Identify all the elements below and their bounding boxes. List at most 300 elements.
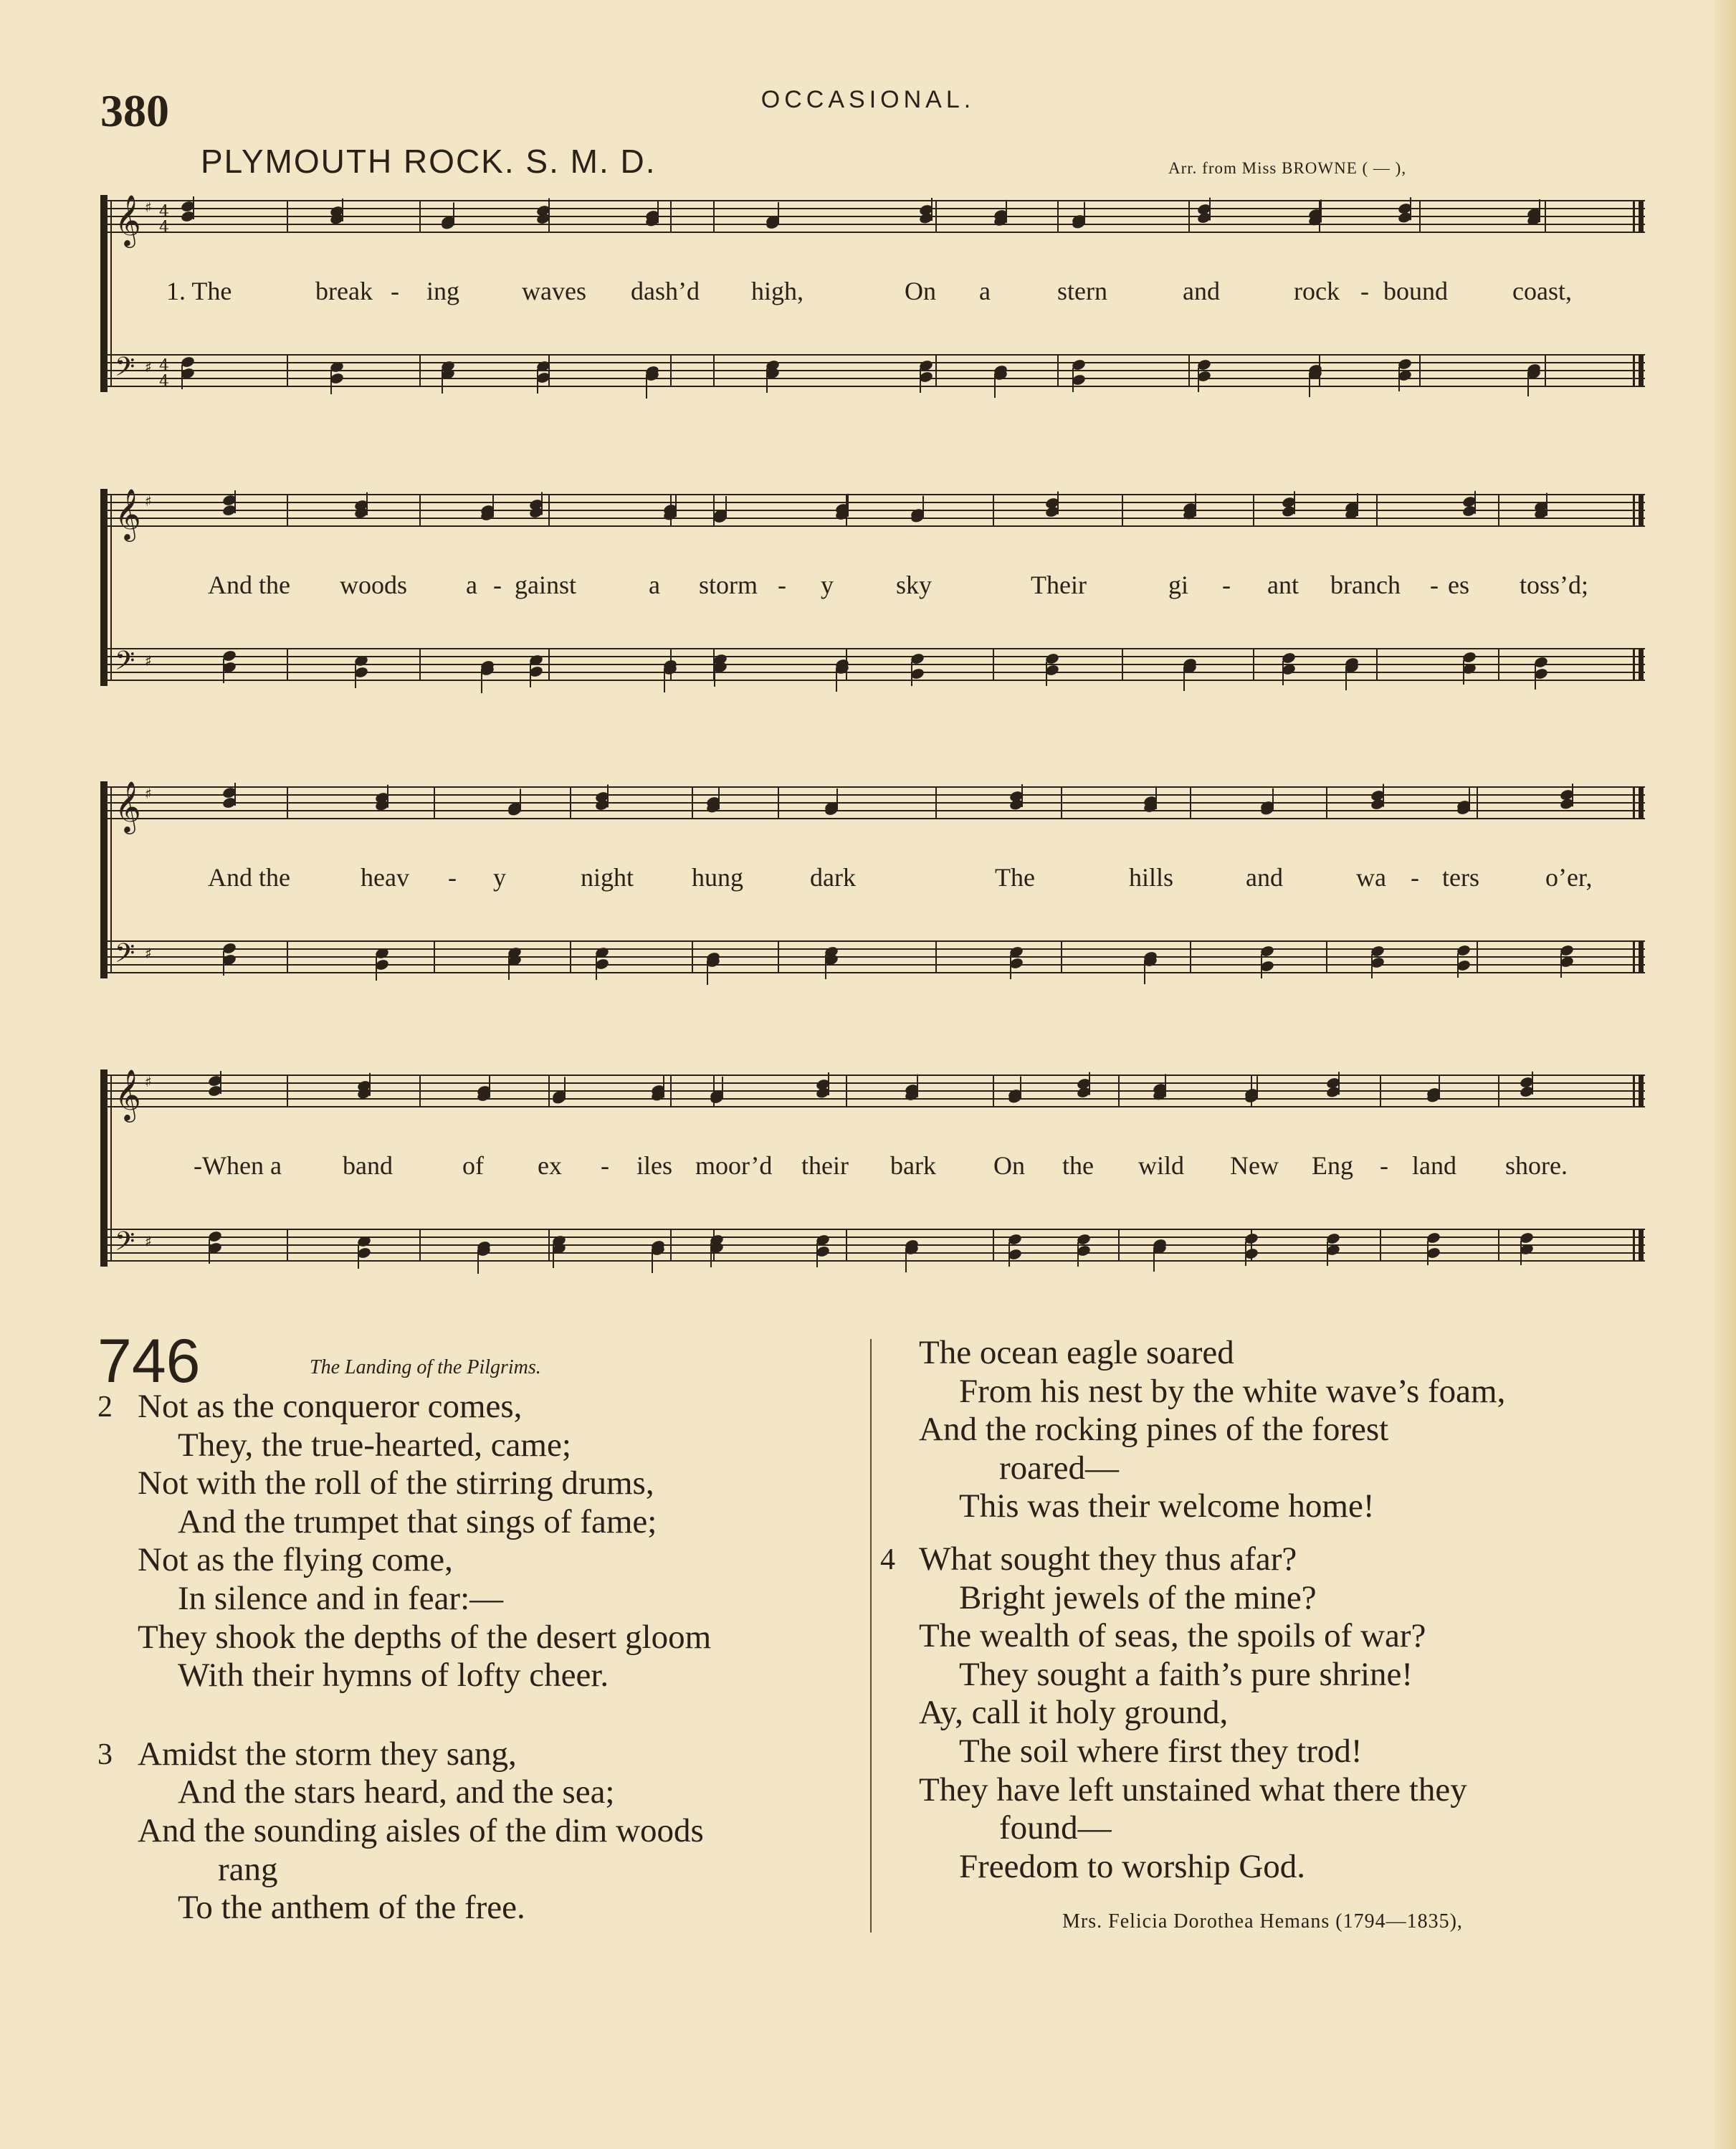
note-stem [387, 785, 388, 808]
lyric-syllable: waves [522, 277, 586, 305]
note-stem [847, 494, 849, 517]
bar-line [1498, 1229, 1499, 1261]
bar-line [1253, 649, 1254, 680]
lyric-syllable: - [391, 277, 399, 305]
bar-line [1376, 495, 1378, 526]
bar-line [419, 355, 421, 386]
bar-line [570, 941, 571, 973]
note-stem [1153, 1247, 1155, 1272]
note-stem [1010, 955, 1011, 979]
lyric-syllable: - [601, 1151, 609, 1180]
music-system [100, 766, 1645, 1002]
bar-line [1498, 495, 1499, 526]
lyric-syllable: and [1183, 277, 1220, 305]
bar-line [287, 1075, 288, 1107]
lyric-syllable: o’er, [1545, 863, 1593, 892]
lyric-syllable: Their [1031, 571, 1087, 599]
note-stem [1546, 493, 1547, 516]
note-stem [1474, 491, 1476, 514]
verse-line: And the sounding aisles of the dim woods [138, 1812, 704, 1849]
bar-line [434, 941, 435, 973]
verse-line: Freedom to worship God. [959, 1847, 1306, 1885]
note-stem [537, 369, 538, 394]
bar-line [419, 649, 421, 680]
treble-clef-icon: 𝄞 [115, 487, 141, 540]
verse-line: Not as the conqueror comes, [138, 1388, 523, 1425]
sharp-icon: ♯ [145, 785, 152, 802]
sharp-icon: ♯ [145, 652, 152, 670]
verse-line: Ay, call it holy ground, [919, 1694, 1229, 1732]
bar-line [692, 787, 693, 819]
note-stem [931, 198, 933, 221]
note-stem [1463, 660, 1464, 685]
sharp-icon: ♯ [145, 492, 152, 510]
lyric-syllable: On [905, 277, 936, 305]
bar-line [1477, 787, 1478, 819]
bar-line [778, 941, 779, 973]
lyric-syllable: a [466, 571, 477, 599]
note-stem [442, 369, 443, 394]
note-stem [366, 492, 368, 515]
bar-line [1253, 495, 1254, 526]
bar-line [287, 355, 288, 386]
music-system [100, 473, 1645, 710]
note-stem [209, 1239, 210, 1264]
bar-line [1545, 201, 1546, 232]
final-bar-line [1639, 1075, 1644, 1107]
bar-line [1057, 201, 1059, 232]
lyric-syllable: a [649, 571, 660, 599]
verse-line: What sought they thus afar? [919, 1540, 1297, 1578]
bar-line [287, 1229, 288, 1261]
bar-line [935, 201, 937, 232]
note-stem [828, 1072, 829, 1095]
bar-line [1545, 355, 1546, 386]
note-stem [1309, 373, 1310, 397]
bar-line [1498, 649, 1499, 680]
bar-line [1376, 649, 1378, 680]
hymn-title: The Landing of the Pilgrims. [310, 1356, 541, 1378]
bar-line [1122, 495, 1123, 526]
note-stem [836, 667, 837, 692]
system-brace [100, 195, 108, 392]
note-stem [905, 1248, 907, 1272]
lyric-syllable: rock [1294, 277, 1340, 305]
lyric-syllable: - [1222, 571, 1231, 599]
note-stem [358, 1244, 359, 1269]
lyric-syllable: gi [1168, 571, 1189, 599]
final-bar-line [1639, 649, 1644, 680]
verse-line: From his nest by the white wave’s foam, [959, 1372, 1506, 1410]
lyric-syllable: storm [699, 571, 758, 599]
bar-line [1419, 201, 1421, 232]
treble-clef-icon: 𝄞 [115, 1068, 141, 1120]
bar-line [1061, 941, 1062, 973]
note-stem [1272, 788, 1274, 811]
lyric-syllable: bound [1383, 277, 1448, 305]
final-bar-line [1639, 201, 1644, 232]
bar-line [993, 649, 994, 680]
system-brace [100, 781, 108, 978]
verse-line: The soil where first they trod! [959, 1733, 1363, 1770]
note-stem [1457, 953, 1459, 978]
system-start-line [110, 1075, 112, 1261]
time-signature: 4 [159, 219, 169, 237]
bar-line [1188, 355, 1190, 386]
note-stem [1261, 954, 1262, 978]
note-stem [922, 496, 924, 519]
note-stem [1144, 960, 1145, 984]
note-stem [1371, 954, 1373, 978]
bar-line [935, 787, 937, 819]
note-stem [1072, 368, 1074, 392]
bar-line [1118, 1075, 1120, 1107]
note-stem [1539, 199, 1540, 222]
note-stem [1077, 1242, 1079, 1267]
verse-line: This was their welcome home! [959, 1487, 1375, 1525]
verse-line: They shook the depths of the desert gloom [138, 1618, 712, 1656]
note-stem [530, 663, 531, 687]
lyric-syllable: - [1411, 863, 1419, 892]
note-stem [1165, 1074, 1166, 1097]
lyric-syllable: bark [890, 1151, 936, 1180]
lyric-syllable: es [1448, 571, 1469, 599]
verse-line: The wealth of seas, the spoils of war? [919, 1617, 1426, 1655]
note-stem [1532, 1072, 1533, 1095]
lyric-syllable: hills [1129, 863, 1174, 892]
bar-line [419, 1229, 421, 1261]
note-stem [1398, 367, 1400, 391]
note-stem [1469, 788, 1470, 811]
note-stem [1427, 1241, 1429, 1265]
lyric-syllable: 1. The [166, 277, 232, 305]
bar-line [1190, 941, 1191, 973]
note-stem [675, 494, 677, 517]
lyric-syllable: band [343, 1151, 393, 1180]
bar-line [713, 355, 715, 386]
verse-line: And the stars heard, and the sea; [178, 1773, 615, 1811]
bar-line [1057, 355, 1059, 386]
lyric-syllable: night [581, 863, 634, 892]
note-stem [718, 786, 720, 809]
time-signature: 4 [159, 357, 169, 375]
verse-line: Not with the roll of the stirring drums, [138, 1464, 654, 1502]
bar-line [1118, 1229, 1120, 1261]
verse-number: 3 [97, 1738, 113, 1771]
lyric-syllable: toss’d; [1520, 571, 1589, 599]
lyric-syllable: - [1430, 571, 1439, 599]
lyric-syllable: moor’d [695, 1151, 773, 1180]
bar-line [692, 941, 693, 973]
bar-line [570, 787, 571, 819]
note-stem [181, 365, 183, 389]
note-stem [1021, 784, 1023, 807]
sharp-icon: ♯ [145, 1073, 152, 1090]
treble-clef-icon: 𝄞 [115, 194, 141, 246]
note-stem [664, 668, 665, 692]
note-stem [1535, 665, 1536, 690]
lyric-syllable: heav [361, 863, 409, 892]
system-brace [100, 489, 108, 686]
time-signature: 4 [159, 373, 169, 391]
bar-line [419, 1075, 421, 1107]
note-stem [1282, 661, 1284, 685]
verse-line: They sought a faith’s pure shrine! [959, 1655, 1413, 1693]
note-stem [710, 1243, 712, 1267]
verse-number: 4 [880, 1543, 895, 1576]
verse-line: They have left unstained what there they [919, 1771, 1467, 1809]
note-stem [596, 956, 597, 980]
bar-line [846, 1229, 847, 1261]
final-bar-line [1639, 787, 1644, 819]
note-stem [911, 662, 912, 686]
bar-line [548, 355, 550, 386]
bar-line [548, 649, 550, 680]
note-stem [376, 956, 377, 981]
note-stem [1320, 199, 1322, 222]
final-bar-line [1639, 941, 1644, 973]
note-stem [1560, 953, 1562, 978]
note-stem [477, 1249, 479, 1274]
bar-line [1498, 1075, 1499, 1107]
bar-line [670, 355, 672, 386]
note-stem [1209, 198, 1211, 221]
note-stem [1345, 666, 1347, 690]
lyric-syllable: ant [1267, 571, 1299, 599]
bar-line [935, 941, 937, 973]
note-stem [342, 199, 343, 221]
note-stem [836, 788, 838, 811]
bar-line [419, 201, 421, 232]
bar-line [287, 495, 288, 526]
note-stem [1383, 784, 1384, 807]
lyric-syllable: sky [896, 571, 933, 599]
bar-line [1380, 1075, 1381, 1107]
final-bar-line [1639, 355, 1644, 386]
bar-line [1061, 787, 1062, 819]
sharp-icon: ♯ [145, 1233, 152, 1250]
note-stem [330, 370, 332, 394]
bar-line [993, 495, 994, 526]
note-stem [1155, 786, 1157, 809]
lyric-syllable: dark [810, 863, 856, 892]
lyric-syllable: ing [426, 277, 460, 305]
note-stem [1520, 1241, 1522, 1265]
bar-line [935, 355, 937, 386]
bar-line [713, 495, 715, 526]
lyric-syllable: and [1246, 863, 1283, 892]
bass-clef-icon: 𝄢 [115, 938, 135, 975]
lyric-syllable: -When a [194, 1151, 282, 1180]
bar-line [670, 1075, 672, 1107]
system-brace [100, 1069, 108, 1267]
note-stem [1245, 1242, 1246, 1266]
final-bar-line [1633, 649, 1635, 680]
note-stem [994, 373, 996, 398]
note-stem [1527, 372, 1529, 396]
lyric-syllable: hung [692, 863, 743, 892]
lyric-syllable: high, [751, 277, 804, 305]
note-stem [548, 198, 550, 221]
note-stem [1057, 492, 1059, 515]
bar-line [778, 787, 779, 819]
music-system [100, 179, 1645, 416]
note-stem [920, 368, 921, 393]
note-stem [492, 495, 494, 518]
verse-line: And the trumpet that sings of fame; [178, 1502, 657, 1540]
note-stem [1089, 1072, 1090, 1095]
lyric-syllable: y [493, 863, 506, 892]
music-system [100, 1054, 1645, 1290]
note-stem [1195, 493, 1196, 516]
bass-clef-icon: 𝄢 [115, 352, 135, 389]
lyric-syllable: y [821, 571, 834, 599]
final-bar-line [1639, 495, 1644, 526]
bar-line [1326, 787, 1327, 819]
staff-graphic [100, 473, 1645, 710]
note-stem [553, 1244, 554, 1268]
bar-line [670, 201, 672, 232]
lyric-syllable: branch [1330, 571, 1401, 599]
final-bar-line [1633, 1075, 1635, 1107]
arranger-credit: Arr. from Miss BROWNE ( — ), [1168, 159, 1407, 177]
column-divider [870, 1339, 872, 1933]
verse-line: Amidst the storm they sang, [138, 1735, 517, 1773]
bar-line [548, 1229, 550, 1261]
bar-line [287, 941, 288, 973]
verse-line: To the anthem of the free. [178, 1889, 525, 1927]
note-stem [193, 196, 194, 219]
note-stem [234, 490, 236, 513]
note-stem [223, 951, 224, 976]
note-stem [722, 1077, 723, 1100]
note-stem [816, 1243, 818, 1267]
bar-line [1326, 941, 1327, 973]
bar-line [1477, 941, 1478, 973]
verse-line: The ocean eagle soared [919, 1334, 1234, 1371]
sharp-icon: ♯ [145, 945, 152, 962]
final-bar-line [1633, 201, 1635, 232]
time-signature: 4 [159, 203, 169, 221]
bass-clef-icon: 𝄢 [115, 646, 135, 682]
verse-line: Bright jewels of the mine? [959, 1578, 1317, 1616]
bar-line [846, 1075, 847, 1107]
bar-line [670, 1229, 672, 1261]
bar-line [1419, 355, 1421, 386]
lyric-syllable: Eng [1312, 1151, 1353, 1180]
note-stem [778, 202, 779, 225]
lyric-syllable: On [993, 1151, 1025, 1180]
note-stem [355, 664, 356, 688]
note-stem [489, 1075, 490, 1098]
lyric-syllable: wild [1138, 1151, 1185, 1180]
bar-line [713, 201, 715, 232]
verse-number: 2 [97, 1391, 113, 1424]
page-edge [1714, 0, 1736, 2149]
note-stem [1256, 1076, 1258, 1099]
note-stem [657, 200, 659, 223]
note-stem [234, 783, 236, 806]
bar-line [287, 201, 288, 232]
running-head: OCCASIONAL. [760, 86, 976, 113]
note-stem [825, 955, 826, 979]
lyric-syllable: a [979, 277, 991, 305]
sharp-icon: ♯ [145, 358, 152, 376]
bar-line [1190, 787, 1191, 819]
lyric-syllable: gainst [515, 571, 576, 599]
bass-clef-icon: 𝄢 [115, 1226, 135, 1263]
lyric-syllable: - [1360, 277, 1369, 305]
bar-line [993, 1229, 994, 1261]
lyric-syllable: - [1380, 1151, 1388, 1180]
verse-line: They, the true-hearted, came; [178, 1426, 571, 1464]
note-stem [481, 669, 482, 693]
lyric-syllable: the [1062, 1151, 1094, 1180]
lyric-syllable: shore. [1505, 1151, 1568, 1180]
final-bar-line [1633, 495, 1635, 526]
note-stem [663, 1074, 664, 1097]
bar-line [548, 495, 550, 526]
lyric-syllable: ters [1442, 863, 1479, 892]
system-start-line [110, 495, 112, 680]
note-stem [369, 1073, 371, 1096]
lyric-syllable: land [1412, 1151, 1456, 1180]
lyric-syllable: break [315, 277, 373, 305]
lyric-syllable: And the [208, 863, 290, 892]
note-stem [1008, 1242, 1010, 1267]
bar-line [993, 1075, 994, 1107]
system-start-line [110, 201, 112, 386]
verse-line: roared— [999, 1449, 1120, 1487]
final-bar-line [1633, 355, 1635, 386]
verse-line: With their hymns of lofty cheer. [178, 1657, 609, 1695]
lyric-syllable: woods [340, 571, 408, 599]
lyric-syllable: stern [1057, 277, 1107, 305]
note-stem [1572, 783, 1573, 806]
final-bar-line [1633, 787, 1635, 819]
lyric-syllable: their [801, 1151, 849, 1180]
note-stem [1183, 667, 1185, 691]
lyric-syllable: ex [538, 1151, 562, 1180]
note-stem [220, 1071, 221, 1094]
note-stem [508, 956, 510, 980]
final-bar-line [1633, 941, 1635, 973]
bar-line [287, 787, 288, 819]
note-stem [1084, 202, 1085, 225]
lyric-syllable: dash’d [631, 277, 700, 305]
note-stem [1020, 1077, 1021, 1100]
bar-line [1380, 1229, 1381, 1261]
treble-clef-icon: 𝄞 [115, 780, 141, 832]
note-stem [714, 662, 715, 687]
note-stem [1357, 493, 1358, 516]
tune-title: PLYMOUTH ROCK. S. M. D. [201, 143, 657, 180]
lyric-syllable: - [778, 571, 786, 599]
author-credit: Mrs. Felicia Dorothea Hemans (1794—1835), [1062, 1910, 1463, 1933]
bar-line [1122, 649, 1123, 680]
verse-line: Not as the flying come, [138, 1541, 453, 1579]
bar-line [434, 787, 435, 819]
note-stem [917, 1074, 918, 1097]
note-stem [223, 659, 224, 683]
lyric-syllable: iles [636, 1151, 672, 1180]
lyric-syllable: New [1230, 1151, 1279, 1180]
lyric-syllable: - [493, 571, 502, 599]
bar-line [419, 495, 421, 526]
note-stem [520, 788, 521, 811]
note-stem [453, 202, 454, 225]
lyric-syllable: wa [1356, 863, 1386, 892]
